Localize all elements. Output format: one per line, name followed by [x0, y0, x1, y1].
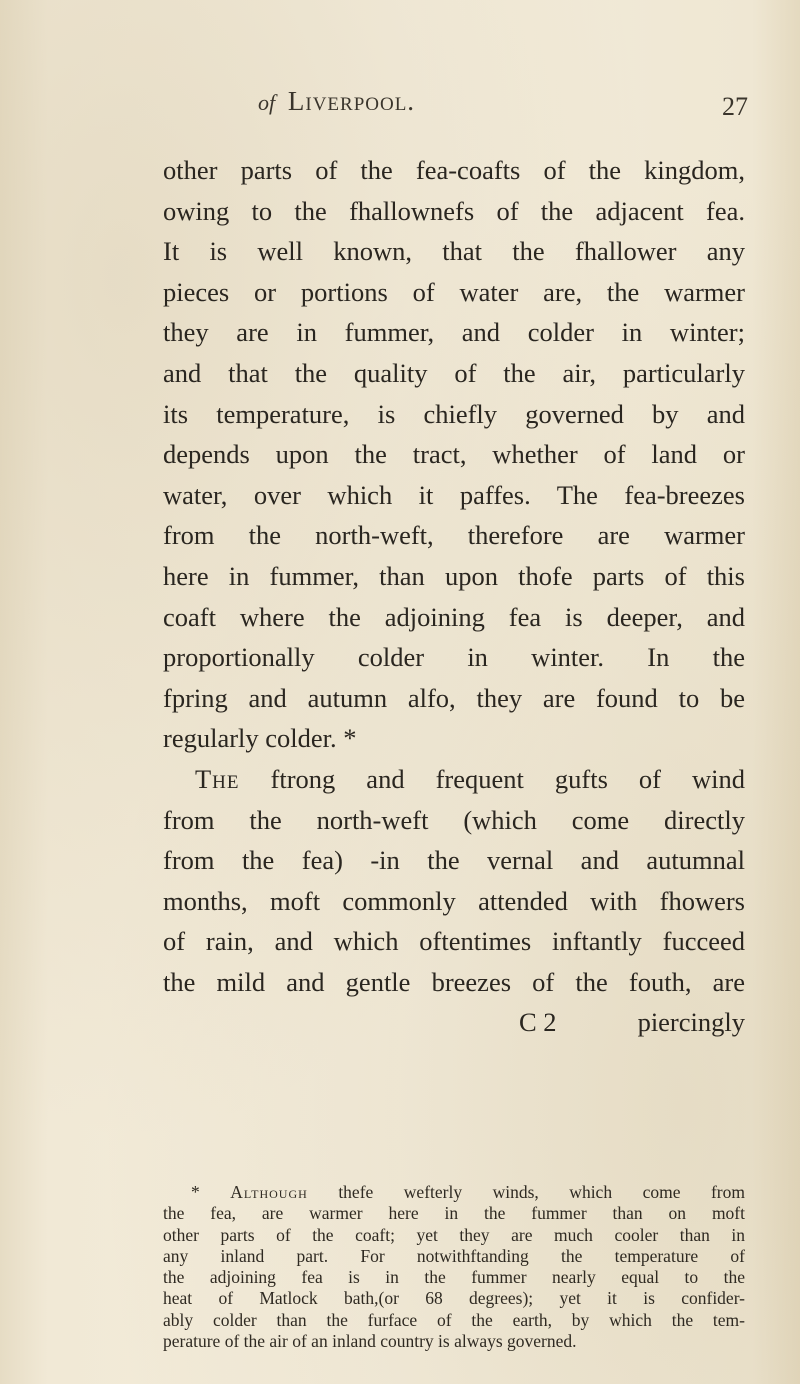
paragraph-first-line	[163, 759, 745, 800]
text-line: It is well known, that the fhallower any	[163, 236, 745, 267]
text-line: other parts of the fea-coafts of the kingdom,	[163, 155, 745, 185]
running-head-title	[258, 86, 415, 117]
footnote-line: the adjoining fea is in the fummer nearly equal to the	[163, 1267, 745, 1288]
text-line: the mild and gentle breezes of the fouth, are	[163, 966, 745, 997]
text-line: here in fummer, than upon thofe parts of this	[163, 560, 745, 591]
running-head-name: Liverpool.	[287, 86, 416, 116]
text-line: owing to the fhallownefs of the adjacent fea.	[163, 195, 745, 226]
text-line: coaft where the adjoining fea is deeper, and	[163, 601, 745, 632]
text-line: they are in fummer, and colder in winter;	[163, 317, 745, 348]
text-line: and that the quality of the air, particularly	[163, 357, 745, 388]
main-text	[163, 150, 745, 1043]
footnote-first-line-text: thefe wefterly winds, which come from	[338, 1182, 746, 1202]
signature-line	[163, 1002, 745, 1043]
text-line: regularly colder. *	[163, 723, 357, 754]
footnote-line: heat of Matlock bath,(or 68 degrees); yet it is confider-	[163, 1288, 745, 1309]
footnote-line: any inland part. For notwithftanding the temperature of	[163, 1245, 745, 1266]
text-line: from the north-weft (which come directly	[163, 804, 745, 835]
catchword: piercingly	[637, 1007, 745, 1038]
paragraph-lead-word: The	[195, 763, 240, 794]
text-line: months, moft commonly attended with fhowers	[163, 885, 745, 916]
text-line: fpring and autumn alfo, they are found to be	[163, 682, 745, 713]
footnote-line: the fea, are warmer here in the fummer than on moft	[163, 1203, 745, 1224]
footnote-lead-word: Although	[230, 1182, 308, 1202]
paragraph-first-line-text: ftrong and frequent gufts of wind	[270, 763, 745, 794]
text-line: its temperature, is chiefly governed by and	[163, 398, 745, 429]
signature-mark: C 2	[519, 1007, 557, 1038]
text-line: proportionally colder in winter. In the	[163, 642, 745, 673]
page-number: 27	[722, 92, 748, 121]
footnote-first-line	[163, 1182, 745, 1203]
text-line: from the fea) -in the vernal and autumnal	[163, 845, 745, 876]
text-line: pieces or portions of water are, the warmer	[163, 276, 745, 307]
footnote-line: ably colder than the furface of the earth, by which the tem-	[163, 1309, 745, 1330]
footnote	[163, 1182, 745, 1352]
text-line: depends upon the tract, whether of land or	[163, 439, 745, 470]
running-head-prefix: of	[258, 90, 276, 115]
footnote-marker: *	[191, 1182, 200, 1202]
text-line: of rain, and which oftentimes inftantly fucceed	[163, 926, 745, 957]
text-line: water, over which it paffes. The fea-breezes	[163, 479, 745, 510]
text-line: from the north-weft, therefore are warmer	[163, 520, 745, 551]
footnote-line: perature of the air of an inland country is always governed.	[163, 1331, 577, 1352]
footnote-line: other parts of the coaft; yet they are much cooler than in	[163, 1224, 745, 1245]
running-head	[0, 86, 800, 126]
